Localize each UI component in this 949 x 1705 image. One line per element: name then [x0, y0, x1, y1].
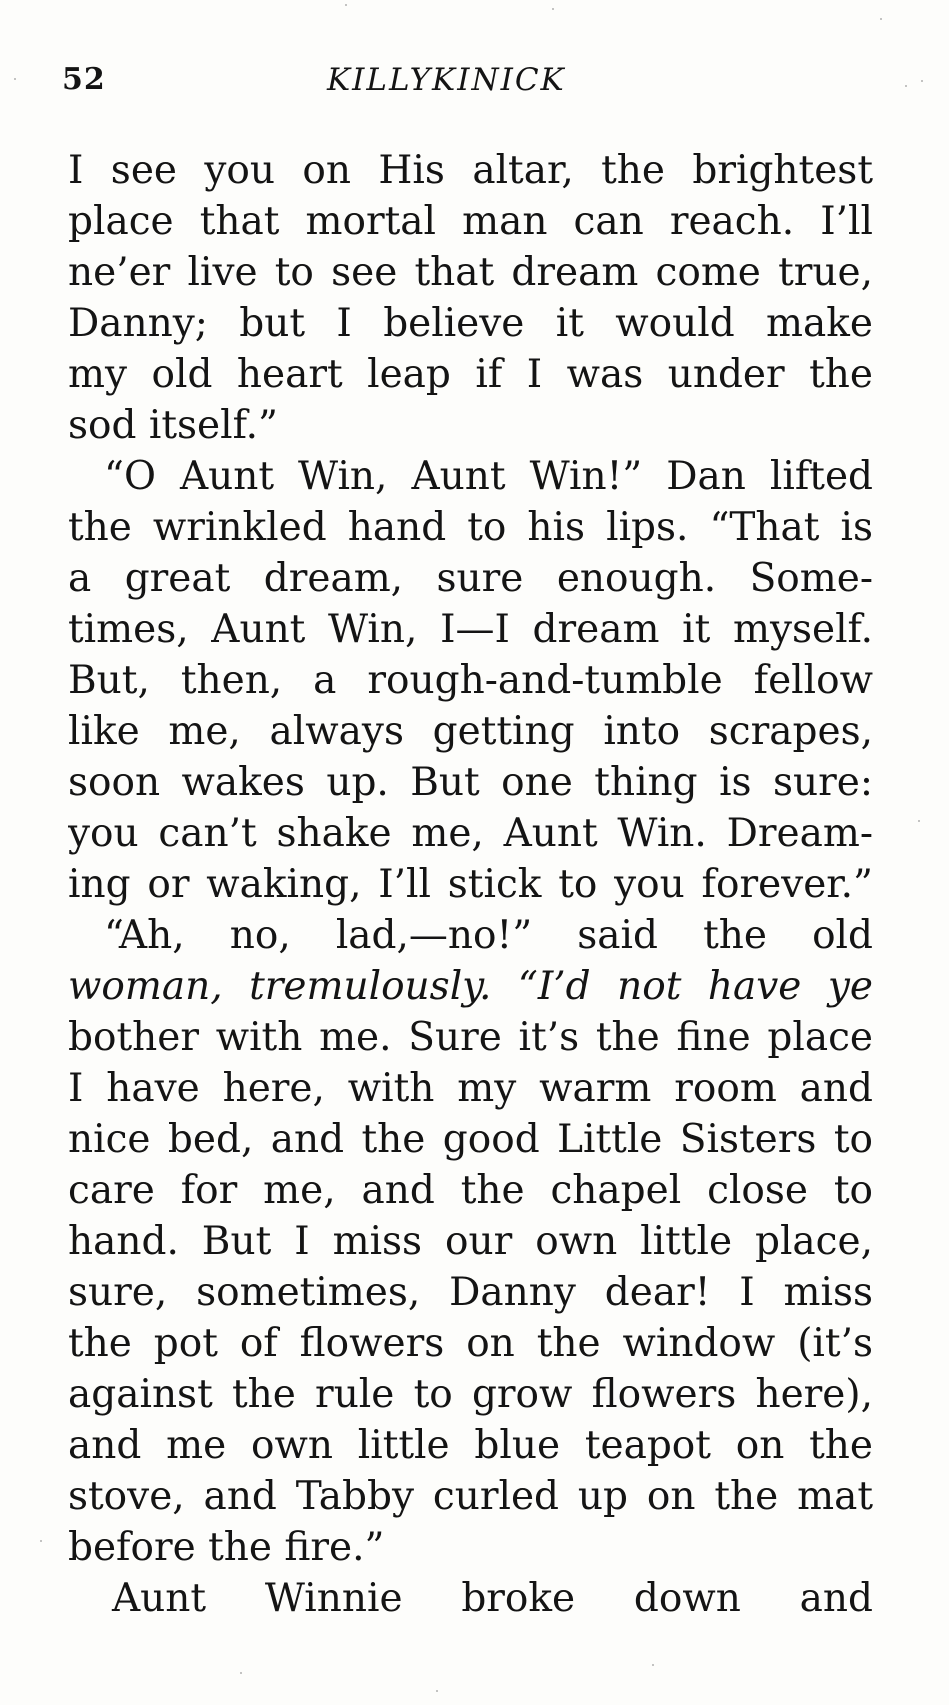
page-number: 52 [62, 62, 106, 97]
text-line: I see you on His altar, the brightest [68, 148, 873, 193]
paper-speck [40, 1540, 42, 1542]
text-line: nice bed, and the good Little Sisters to [68, 1117, 873, 1162]
paper-speck [905, 85, 907, 87]
running-head: KILLYKINICK [327, 62, 566, 98]
text-line: “Ah, no, lad,—no!” said the old [104, 913, 873, 958]
text-line: stove, and Tabby curled up on the mat [68, 1474, 873, 1519]
text-line: and me own little blue teapot on the [68, 1423, 873, 1468]
text-line: times, Aunt Win, I—I dream it myself. [68, 607, 873, 652]
text-line: sod itself.” [68, 403, 278, 448]
text-line: care for me, and the chapel close to [68, 1168, 873, 1213]
text-line: I have here, with my warm room and [68, 1066, 873, 1111]
text-line: you can’t shake me, Aunt Win. Dream- [68, 811, 873, 856]
paper-speck [921, 80, 923, 82]
text-line: sure, sometimes, Danny dear! I miss [68, 1270, 873, 1315]
text-line: the pot of flowers on the window (it’s [68, 1321, 873, 1366]
text-line: ne’er live to see that dream come true, [68, 250, 873, 295]
text-line: Danny; but I believe it would make [68, 301, 873, 346]
body-text [68, 145, 873, 1624]
text-line: before the fire.” [68, 1525, 385, 1570]
paper-speck [918, 820, 920, 822]
text-line: place that mortal man can reach. I’ll [68, 199, 873, 244]
text-line: “O Aunt Win, Aunt Win!” Dan lifted [104, 454, 873, 499]
text-line: hand. But I miss our own little place, [68, 1219, 873, 1264]
text-line: ing or waking, I’ll stick to you forever.” [68, 862, 873, 907]
text-line: the wrinkled hand to his lips. “That is [68, 505, 873, 550]
text-line: a great dream, sure enough. Some- [68, 556, 873, 601]
paper-speck [240, 1672, 242, 1674]
text-line: woman, tremulously. “I’d not have ye [68, 964, 873, 1009]
text-line: Aunt Winnie broke down and [112, 1576, 873, 1621]
paper-speck [436, 1690, 438, 1692]
paper-speck [14, 78, 16, 80]
text-line: my old heart leap if I was under the [68, 352, 873, 397]
text-line: against the rule to grow flowers here), [68, 1372, 873, 1417]
text-line: bother with me. Sure it’s the fine place [68, 1015, 873, 1060]
text-line: soon wakes up. But one thing is sure: [68, 760, 873, 805]
paper-speck [880, 18, 882, 20]
paper-speck [345, 4, 347, 6]
text-line: like me, always getting into scrapes, [68, 709, 873, 754]
text-line: But, then, a rough-and-tumble fellow [68, 658, 873, 703]
page-header [62, 62, 872, 112]
paper-speck [652, 1664, 654, 1666]
paper-speck [552, 8, 554, 10]
